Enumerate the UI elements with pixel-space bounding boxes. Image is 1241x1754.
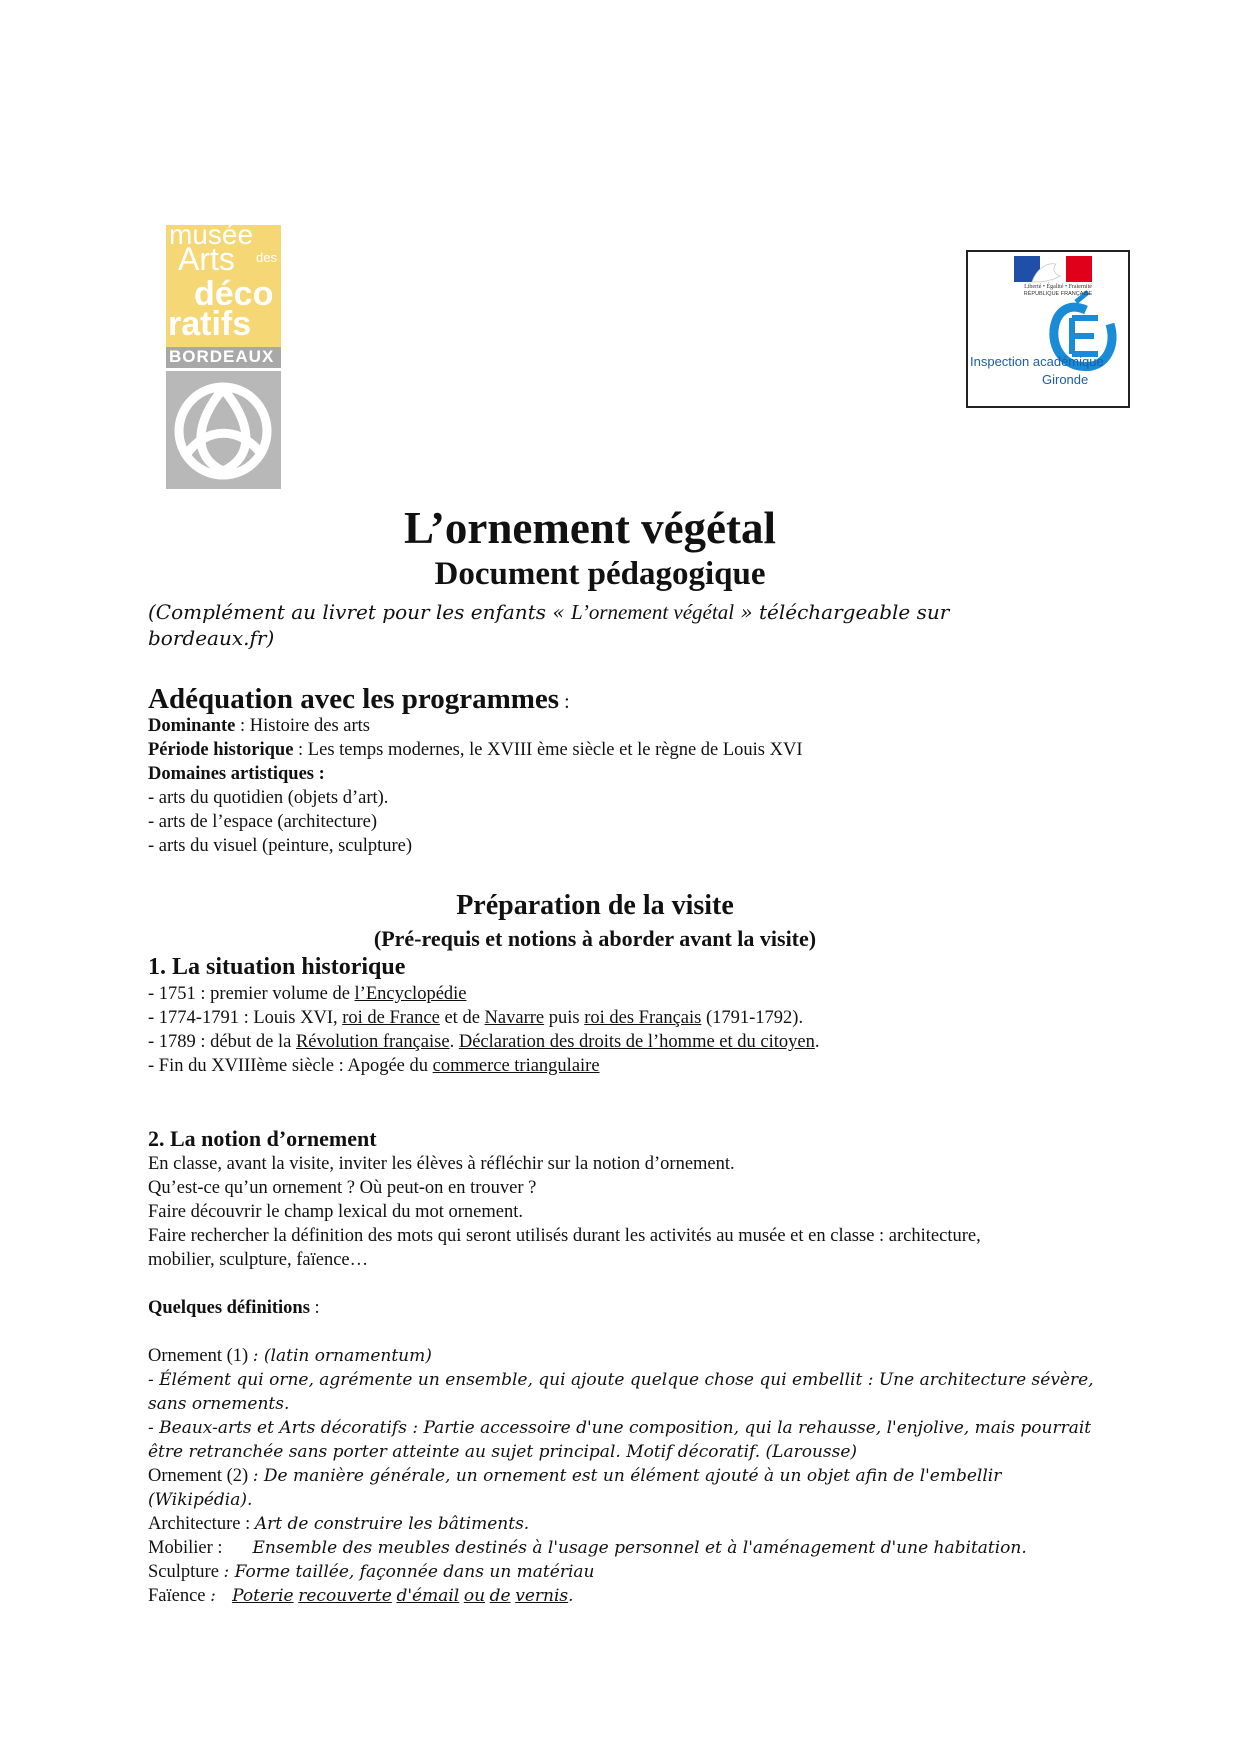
link-roi-de-france[interactable]: roi de France	[342, 1008, 440, 1028]
logo-text-bordeaux: BORDEAUX	[169, 347, 275, 366]
inspection-line2: Gironde	[1042, 372, 1089, 387]
def-ornement-2-line: (Wikipédia).	[148, 1490, 253, 1510]
notion-paragraph: Faire découvrir le champ lexical du mot ornement.	[148, 1202, 524, 1222]
notion-paragraph: mobilier, sculpture, faïence…	[148, 1250, 369, 1270]
def-ornement-2: Ornement (2) : De manière générale, un ornement est un élément ajouté à un objet afin de l'embellir	[148, 1466, 1002, 1486]
domaine-item: - arts de l’espace (architecture)	[148, 812, 378, 832]
link-droits-homme[interactable]: des droits de l’homme et du citoyen	[545, 1032, 815, 1052]
notion-paragraph: En classe, avant la visite, inviter les élèves à réfléchir sur la notion d’ornement.	[148, 1154, 735, 1174]
logo-text-musee: musée	[169, 225, 254, 250]
situation-heading: 1. La situation historique	[148, 954, 406, 980]
link-declaration[interactable]: Déclaration	[458, 1032, 546, 1052]
domaines-label: Domaines artistiques :	[148, 764, 325, 784]
logo-text-des: des	[256, 250, 277, 265]
domaine-item: - arts du visuel (peinture, sculpture)	[148, 836, 413, 856]
notion-heading: 2. La notion d’ornement	[148, 1126, 377, 1151]
dominante-line: Dominante : Histoire des arts	[148, 716, 370, 736]
def-sculpture: Sculpture : Forme taillée, façonnée dans un matériau	[148, 1562, 595, 1582]
note-part-a: (Complément au livret pour les enfants «	[148, 600, 571, 624]
def-architecture: Architecture : Art de construire les bâtiments.	[148, 1514, 530, 1534]
link-navarre[interactable]: Navarre	[484, 1008, 545, 1028]
history-line-1751: - 1751 : premier volume de l’Encyclopédie	[148, 984, 467, 1004]
link-recouverte[interactable]: recouverte	[298, 1586, 392, 1606]
def-ornement-1-line: - Élément qui orne, agrémente un ensemble, qui ajoute quelque chose qui embellit : Une architecture sévère,	[148, 1370, 1094, 1390]
link-email[interactable]: émail	[412, 1586, 460, 1606]
link-commerce-triangulaire[interactable]: commerce triangulaire	[432, 1056, 600, 1076]
preparation-heading: Préparation de la visite	[456, 890, 734, 921]
link-poterie[interactable]: Poterie	[232, 1586, 294, 1606]
triquetra-icon	[166, 371, 281, 489]
domaine-item: - arts du quotidien (objets d’art).	[148, 788, 389, 808]
def-ornement-1-line: être retranchée sans porter atteinte au sujet principal. Motif décoratif. (Larousse)	[148, 1442, 858, 1462]
notion-paragraph: Qu’est-ce qu’un ornement ? Où peut-on en trouver ?	[148, 1178, 537, 1198]
logo-text-ratifs: ratifs	[168, 305, 252, 343]
definitions-label: Quelques définitions :	[148, 1298, 320, 1318]
logo-text-arts: Arts	[178, 241, 235, 277]
history-line-1789: - 1789 : début de la Révolution française. Déclaration des droits de l’homme et du citoyen.	[148, 1032, 820, 1052]
def-mobilier: Mobilier : Ensemble des meubles destinés à l'usage personnel et à l'aménagement d'une habitation.	[148, 1538, 1027, 1558]
logo-grey-block	[166, 371, 281, 489]
note-part-c: » téléchargeable sur	[734, 600, 950, 624]
link-vernis[interactable]: vernis	[515, 1586, 569, 1606]
document-title: L’ornement végétal	[404, 503, 776, 553]
document-note	[148, 599, 1048, 651]
inspection-line1: Inspection académique	[970, 354, 1104, 369]
def-faience: Faïence : Poterie recouverte d'émail ou de vernis.	[148, 1586, 574, 1606]
logo-yellow-block	[166, 225, 281, 368]
link-revolution[interactable]: Révolution française	[295, 1032, 450, 1052]
history-line-1774: - 1774-1791 : Louis XVI, roi de France et de Navarre puis roi des Français (1791-1792).	[148, 1008, 804, 1028]
periode-line: Période historique : Les temps modernes, le XVIII ème siècle et le règne de Louis XVI	[148, 740, 803, 760]
adequation-heading: Adéquation avec les programmes :	[148, 683, 570, 715]
link-de[interactable]: de	[489, 1586, 511, 1606]
inspection-academique-logo	[966, 250, 1130, 408]
republic-label: RÉPUBLIQUE FRANÇAISE	[1023, 291, 1093, 297]
link-ou[interactable]: ou	[463, 1586, 486, 1606]
def-ornement-1-line: - Beaux-arts et Arts décoratifs : Partie accessoire d'une composition, qui la rehausse, l'enjolive, mais pourrait	[148, 1418, 1092, 1438]
preparation-subheading: (Pré-requis et notions à aborder avant la visite)	[373, 926, 817, 951]
musee-arts-decoratifs-logo	[166, 225, 281, 489]
history-line-fin-xviii: - Fin du XVIIIème siècle : Apogée du commerce triangulaire	[148, 1056, 600, 1076]
def-ornement-1: Ornement (1) : (latin ornamentum)	[148, 1346, 432, 1366]
link-d[interactable]: d'	[396, 1586, 413, 1606]
link-roi-des-francais[interactable]: roi des Français	[584, 1008, 702, 1028]
logo-text-deco: déco	[194, 275, 274, 313]
republic-motto: Liberté • Égalité • Fraternité	[1024, 284, 1092, 290]
def-ornement-1-line: sans ornements.	[148, 1394, 290, 1414]
note-part-b: L’ornement végétal	[570, 600, 735, 624]
link-encyclopedie[interactable]: l’Encyclopédie	[354, 984, 467, 1004]
notion-paragraph: Faire rechercher la définition des mots qui seront utilisés durant les activités au musée et en classe : architecture,	[148, 1226, 981, 1246]
note-part-d: bordeaux.fr)	[148, 626, 275, 650]
document-subtitle: Document pédagogique	[434, 556, 766, 592]
